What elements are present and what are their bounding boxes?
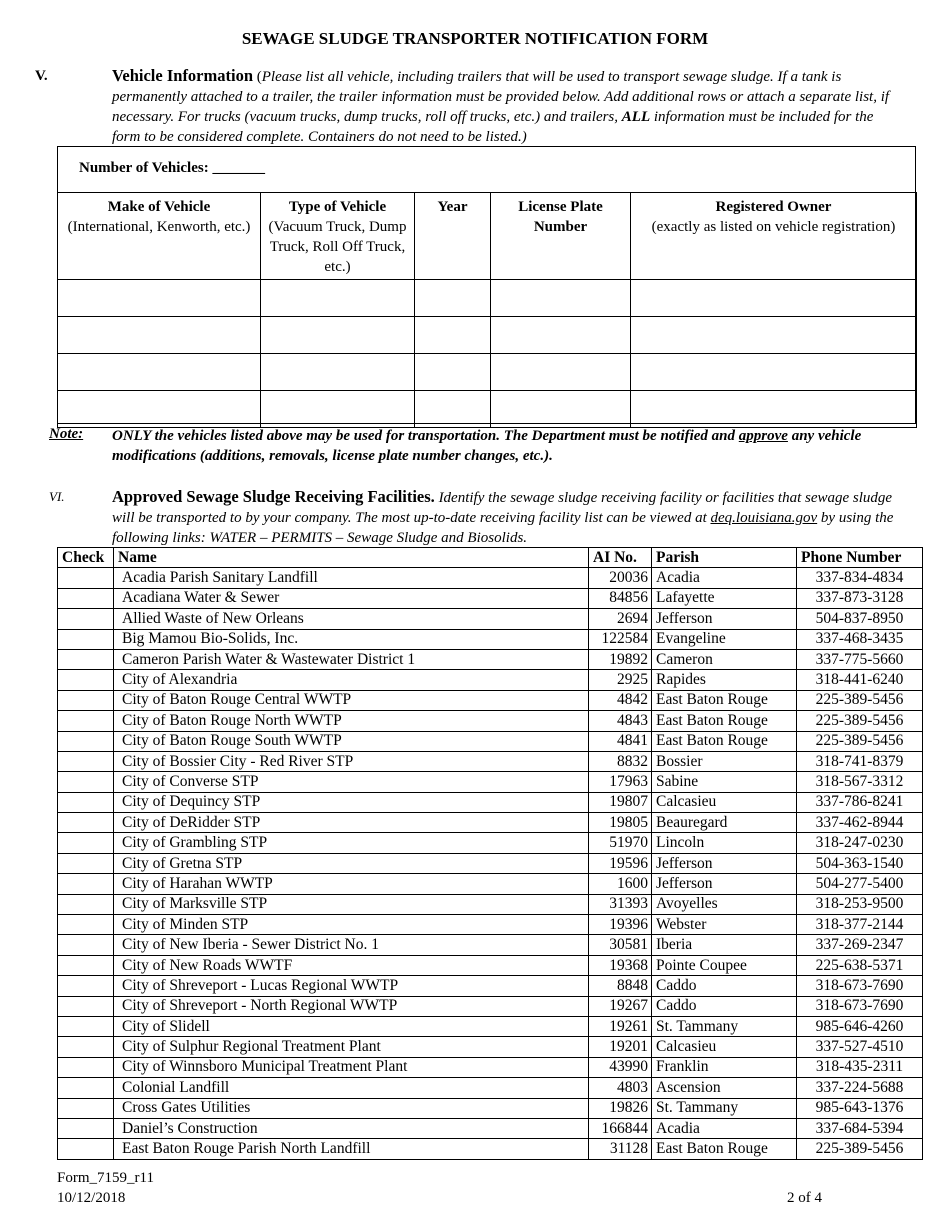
facility-check-cell[interactable] [58, 935, 114, 955]
facility-phone: 985-643-1376 [797, 1098, 923, 1118]
facility-ai-no: 8832 [589, 751, 652, 771]
facility-phone: 225-389-5456 [797, 731, 923, 751]
section-v-text-b: information must be included for the form to be considered complete. Containers do not need to be listed.) [112, 109, 874, 145]
facility-parish: Acadia [652, 1118, 797, 1138]
vehicle-year-cell[interactable] [415, 317, 491, 354]
facility-row [58, 833, 923, 853]
facility-ai-no: 43990 [589, 1057, 652, 1077]
facility-check-cell[interactable] [58, 1037, 114, 1057]
facility-row [58, 813, 923, 833]
facilities-header-row [58, 548, 923, 568]
facility-check-cell[interactable] [58, 609, 114, 629]
footer-date: 10/12/2018 [57, 1190, 126, 1206]
facility-row [58, 894, 923, 914]
section-v-text-bold: ALL [621, 109, 651, 125]
facility-phone: 337-786-8241 [797, 792, 923, 812]
facility-parish: Jefferson [652, 853, 797, 873]
vehicle-plate-cell[interactable] [491, 354, 631, 391]
vehicle-plate-cell[interactable] [491, 317, 631, 354]
facility-parish: Jefferson [652, 874, 797, 894]
facility-phone: 337-462-8944 [797, 813, 923, 833]
facility-row [58, 853, 923, 873]
facility-name: City of Dequincy STP [114, 792, 589, 812]
facility-name: City of Shreveport - North Regional WWTP [114, 996, 589, 1016]
col-license: License Plate Number [491, 193, 631, 280]
vehicle-type-cell[interactable] [261, 280, 415, 317]
facility-ai-no: 19807 [589, 792, 652, 812]
vehicle-year-cell[interactable] [415, 280, 491, 317]
col-name: Name [114, 548, 589, 568]
facility-check-cell[interactable] [58, 1098, 114, 1118]
col-type: Type of Vehicle (Vacuum Truck, Dump Truck, Roll Off Truck, etc.) [261, 193, 415, 280]
vehicle-header-row [58, 193, 917, 280]
facility-check-cell[interactable] [58, 915, 114, 935]
vehicle-table [57, 192, 917, 428]
facility-row [58, 1016, 923, 1036]
facility-name: Big Mamou Bio-Solids, Inc. [114, 629, 589, 649]
facility-check-cell[interactable] [58, 955, 114, 975]
facility-parish: Caddo [652, 976, 797, 996]
facility-ai-no: 1600 [589, 874, 652, 894]
facility-check-cell[interactable] [58, 1118, 114, 1138]
facility-name: City of Sulphur Regional Treatment Plant [114, 1037, 589, 1057]
facility-parish: Beauregard [652, 813, 797, 833]
facility-row [58, 1057, 923, 1077]
facility-check-cell[interactable] [58, 1016, 114, 1036]
section-vi-number: VI. [49, 489, 65, 504]
facility-name: Allied Waste of New Orleans [114, 609, 589, 629]
facility-parish: Pointe Coupee [652, 955, 797, 975]
facility-parish: Calcasieu [652, 792, 797, 812]
facility-phone: 318-253-9500 [797, 894, 923, 914]
vehicle-year-cell[interactable] [415, 354, 491, 391]
facility-phone: 318-673-7690 [797, 976, 923, 996]
facility-phone: 318-441-6240 [797, 670, 923, 690]
vehicle-make-cell[interactable] [58, 317, 261, 354]
facility-row [58, 670, 923, 690]
section-v-number: V. [35, 68, 48, 84]
facility-row [58, 649, 923, 669]
facility-name: Daniel’s Construction [114, 1118, 589, 1138]
facility-ai-no: 19201 [589, 1037, 652, 1057]
facility-ai-no: 84856 [589, 588, 652, 608]
vehicle-plate-cell[interactable] [491, 280, 631, 317]
facility-phone: 318-741-8379 [797, 751, 923, 771]
facility-parish: Calcasieu [652, 1037, 797, 1057]
vehicle-make-cell[interactable] [58, 391, 261, 428]
facility-ai-no: 122584 [589, 629, 652, 649]
facility-row [58, 1118, 923, 1138]
col-ai-no: AI No. [589, 548, 652, 568]
facility-parish: Ascension [652, 1078, 797, 1098]
vehicle-owner-cell[interactable] [631, 391, 917, 428]
facility-name: East Baton Rouge Parish North Landfill [114, 1139, 589, 1159]
vehicle-make-cell[interactable] [58, 354, 261, 391]
facility-name: City of Marksville STP [114, 894, 589, 914]
facility-ai-no: 2694 [589, 609, 652, 629]
facility-parish: St. Tammany [652, 1016, 797, 1036]
facility-phone: 337-775-5660 [797, 649, 923, 669]
facility-check-cell[interactable] [58, 588, 114, 608]
facility-parish: East Baton Rouge [652, 1139, 797, 1159]
col-check: Check [58, 548, 114, 568]
vehicle-count-label: Number of Vehicles: _______ [79, 160, 265, 176]
facility-ai-no: 19368 [589, 955, 652, 975]
facility-check-cell[interactable] [58, 649, 114, 669]
footer-form-id: Form_7159_r11 [57, 1170, 154, 1186]
facility-name: City of Gretna STP [114, 853, 589, 873]
facility-ai-no: 2925 [589, 670, 652, 690]
deq-link[interactable]: deq.louisiana.gov [710, 510, 818, 526]
facility-name: City of Baton Rouge Central WWTP [114, 690, 589, 710]
facility-parish: Jefferson [652, 609, 797, 629]
section-vi-intro [112, 487, 902, 548]
vehicle-owner-cell[interactable] [631, 280, 917, 317]
facility-check-cell[interactable] [58, 731, 114, 751]
vehicle-type-cell[interactable] [261, 317, 415, 354]
facility-name: City of Winnsboro Municipal Treatment Plant [114, 1057, 589, 1077]
facility-ai-no: 166844 [589, 1118, 652, 1138]
facility-check-cell[interactable] [58, 772, 114, 792]
facility-check-cell[interactable] [58, 711, 114, 731]
facility-parish: Lincoln [652, 833, 797, 853]
facility-name: City of Minden STP [114, 915, 589, 935]
facility-check-cell[interactable] [58, 894, 114, 914]
facility-phone: 337-224-5688 [797, 1078, 923, 1098]
vehicle-type-cell[interactable] [261, 354, 415, 391]
facility-phone: 504-837-8950 [797, 609, 923, 629]
facility-ai-no: 19396 [589, 915, 652, 935]
facility-check-cell[interactable] [58, 751, 114, 771]
facility-phone: 318-247-0230 [797, 833, 923, 853]
facility-ai-no: 31128 [589, 1139, 652, 1159]
facility-name: City of Converse STP [114, 772, 589, 792]
facility-row [58, 955, 923, 975]
facility-ai-no: 19267 [589, 996, 652, 1016]
facility-row [58, 711, 923, 731]
facility-parish: East Baton Rouge [652, 690, 797, 710]
facility-ai-no: 4843 [589, 711, 652, 731]
facility-check-cell[interactable] [58, 853, 114, 873]
form-title: SEWAGE SLUDGE TRANSPORTER NOTIFICATION FORM [241, 29, 709, 48]
facility-ai-no: 31393 [589, 894, 652, 914]
facility-phone: 985-646-4260 [797, 1016, 923, 1036]
facility-check-cell[interactable] [58, 690, 114, 710]
facility-ai-no: 20036 [589, 568, 652, 588]
facility-row [58, 731, 923, 751]
facility-name: City of Shreveport - Lucas Regional WWTP [114, 976, 589, 996]
facility-phone: 318-567-3312 [797, 772, 923, 792]
facility-parish: St. Tammany [652, 1098, 797, 1118]
facility-row [58, 1139, 923, 1159]
facility-phone: 225-389-5456 [797, 690, 923, 710]
facility-phone: 337-873-3128 [797, 588, 923, 608]
facility-parish: Evangeline [652, 629, 797, 649]
note-text-b: any vehicle modifications (additions, removals, license plate number changes, etc.). [112, 428, 862, 464]
col-parish: Parish [652, 548, 797, 568]
facility-parish: Acadia [652, 568, 797, 588]
facility-name: Cross Gates Utilities [114, 1098, 589, 1118]
facility-row [58, 935, 923, 955]
note-text-approve: approve [738, 428, 788, 444]
facility-parish: Cameron [652, 649, 797, 669]
footer-page-number: 2 of 4 [787, 1190, 822, 1206]
facility-parish: East Baton Rouge [652, 711, 797, 731]
vehicle-year-cell[interactable] [415, 391, 491, 428]
facility-parish: Caddo [652, 996, 797, 1016]
facility-ai-no: 19892 [589, 649, 652, 669]
vehicle-row [58, 354, 917, 391]
note-text-a: ONLY the vehicles listed above may be used for transportation. The Department must be notified and [112, 428, 739, 444]
facility-row [58, 629, 923, 649]
vehicle-owner-cell[interactable] [631, 354, 917, 391]
note-text [112, 426, 912, 466]
facility-check-cell[interactable] [58, 833, 114, 853]
vehicle-table-box [57, 146, 916, 424]
facility-row [58, 915, 923, 935]
section-v-intro: Vehicle Information (Please list all vehicle, including trailers that will be used to transport sewage sludge. If a tank is permanently attached to a trailer, the trailer information must be provided below. Add additional rows or attach a separate list, if necessary. For trucks (vacuum trucks, dump trucks, roll off trucks, etc.) and trailers, ALL information must be included for the form to be considered complete. Containers do not need to be listed.) [112, 66, 890, 145]
facility-row [58, 996, 923, 1016]
facility-row [58, 609, 923, 629]
col-make: Make of Vehicle (International, Kenworth, etc.) [58, 193, 261, 280]
section-v-heading: Vehicle Information [112, 66, 254, 85]
facility-parish: Sabine [652, 772, 797, 792]
facility-check-cell[interactable] [58, 976, 114, 996]
vehicle-plate-cell[interactable] [491, 391, 631, 428]
facility-row [58, 772, 923, 792]
facility-ai-no: 19261 [589, 1016, 652, 1036]
facility-check-cell[interactable] [58, 1057, 114, 1077]
facility-check-cell[interactable] [58, 792, 114, 812]
facility-ai-no: 4841 [589, 731, 652, 751]
facility-phone: 318-673-7690 [797, 996, 923, 1016]
facility-parish: Rapides [652, 670, 797, 690]
facility-ai-no: 4803 [589, 1078, 652, 1098]
section-v-text-a: Please list all vehicle, including trailers that will be used to transport sewage sludge. If a tank is permanently attached to a trailer, the trailer information must be provided below. Add additional rows or attach a separate list, if necessary. For trucks (vacuum trucks, dump trucks, roll off trucks, etc.) and trailers, [112, 69, 890, 125]
vehicle-type-cell[interactable] [261, 391, 415, 428]
facility-parish: Lafayette [652, 588, 797, 608]
facility-row [58, 568, 923, 588]
facility-parish: Iberia [652, 935, 797, 955]
facility-name: City of New Iberia - Sewer District No. 1 [114, 935, 589, 955]
facility-row [58, 588, 923, 608]
facility-check-cell[interactable] [58, 813, 114, 833]
facility-name: City of Grambling STP [114, 833, 589, 853]
facility-name: City of Baton Rouge South WWTP [114, 731, 589, 751]
facility-row [58, 751, 923, 771]
facility-phone: 318-435-2311 [797, 1057, 923, 1077]
facility-phone: 225-389-5456 [797, 1139, 923, 1159]
facility-check-cell[interactable] [58, 996, 114, 1016]
col-year: Year [415, 193, 491, 280]
facility-name: City of Bossier City - Red River STP [114, 751, 589, 771]
facility-parish: Avoyelles [652, 894, 797, 914]
facility-check-cell[interactable] [58, 629, 114, 649]
col-phone: Phone Number [797, 548, 923, 568]
facility-phone: 504-363-1540 [797, 853, 923, 873]
facility-phone: 337-527-4510 [797, 1037, 923, 1057]
facility-phone: 337-834-4834 [797, 568, 923, 588]
facilities-table [57, 547, 923, 1160]
facility-parish: Franklin [652, 1057, 797, 1077]
facility-phone: 337-684-5394 [797, 1118, 923, 1138]
facility-check-cell[interactable] [58, 874, 114, 894]
facility-parish: Webster [652, 915, 797, 935]
facility-check-cell[interactable] [58, 1078, 114, 1098]
facility-phone: 337-269-2347 [797, 935, 923, 955]
facility-name: City of Harahan WWTP [114, 874, 589, 894]
section-vi-text-a: Identify the sewage sludge receiving facility or facilities that sewage sludge will be transported to by your company. The most up-to-date receiving facility list can be viewed at [112, 490, 893, 526]
facility-name: Cameron Parish Water & Wastewater District 1 [114, 649, 589, 669]
facility-row [58, 690, 923, 710]
facility-phone: 337-468-3435 [797, 629, 923, 649]
facility-ai-no: 51970 [589, 833, 652, 853]
facility-ai-no: 19596 [589, 853, 652, 873]
note-label: Note: [49, 426, 84, 442]
facility-name: City of Alexandria [114, 670, 589, 690]
vehicle-row [58, 391, 917, 428]
facility-check-cell[interactable] [58, 670, 114, 690]
facility-parish: East Baton Rouge [652, 731, 797, 751]
facility-name: Acadia Parish Sanitary Landfill [114, 568, 589, 588]
facility-ai-no: 19805 [589, 813, 652, 833]
section-vi-text-b: by using the following links: WATER – PERMITS – Sewage Sludge and Biosolids. [112, 510, 894, 546]
facility-phone: 225-638-5371 [797, 955, 923, 975]
facility-row [58, 976, 923, 996]
col-owner: Registered Owner (exactly as listed on vehicle registration) [631, 193, 917, 280]
facility-phone: 504-277-5400 [797, 874, 923, 894]
facility-name: City of Slidell [114, 1016, 589, 1036]
facility-row [58, 1098, 923, 1118]
facility-ai-no: 8848 [589, 976, 652, 996]
facility-check-cell[interactable] [58, 1139, 114, 1159]
facility-name: Acadiana Water & Sewer [114, 588, 589, 608]
vehicle-make-cell[interactable] [58, 280, 261, 317]
facility-name: City of New Roads WWTF [114, 955, 589, 975]
facility-phone: 225-389-5456 [797, 711, 923, 731]
facility-row [58, 874, 923, 894]
facility-phone: 318-377-2144 [797, 915, 923, 935]
facility-name: City of Baton Rouge North WWTP [114, 711, 589, 731]
facility-row [58, 1078, 923, 1098]
facility-ai-no: 19826 [589, 1098, 652, 1118]
facility-ai-no: 17963 [589, 772, 652, 792]
facility-name: City of DeRidder STP [114, 813, 589, 833]
facility-check-cell[interactable] [58, 568, 114, 588]
facility-ai-no: 4842 [589, 690, 652, 710]
facility-name: Colonial Landfill [114, 1078, 589, 1098]
vehicle-row [58, 317, 917, 354]
vehicle-owner-cell[interactable] [631, 317, 917, 354]
facility-parish: Bossier [652, 751, 797, 771]
vehicle-row [58, 280, 917, 317]
facility-row [58, 1037, 923, 1057]
facility-row [58, 792, 923, 812]
facility-ai-no: 30581 [589, 935, 652, 955]
section-vi-heading: Approved Sewage Sludge Receiving Facilities. [112, 487, 435, 506]
